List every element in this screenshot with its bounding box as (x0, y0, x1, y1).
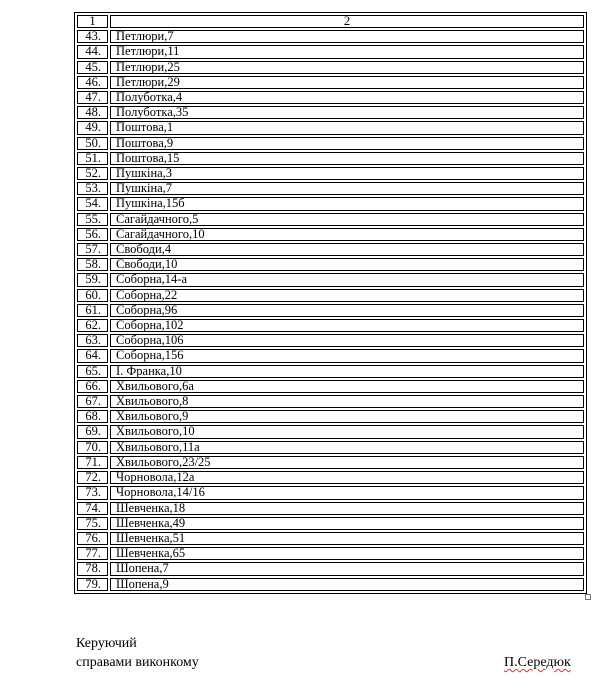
table-row (77, 349, 584, 362)
address-cell: Хвильового,10 (110, 425, 584, 438)
address-cell: Соборна,102 (110, 319, 584, 332)
table-row (77, 502, 584, 515)
address-cell: Петлюри,11 (110, 45, 584, 58)
address-cell: Шевченка,18 (110, 502, 584, 515)
table-row (77, 517, 584, 530)
table-row (77, 456, 584, 469)
signature-title-line2: справами виконкому (76, 655, 199, 670)
address-cell: Поштова,15 (110, 152, 584, 165)
row-number-cell: 57. (77, 243, 108, 256)
row-number-cell: 71. (77, 456, 108, 469)
row-number-cell: 78. (77, 562, 108, 575)
row-number-cell: 54. (77, 197, 108, 210)
row-number-cell: 44. (77, 45, 108, 58)
address-cell: Хвильового,9 (110, 410, 584, 423)
address-cell: Чорновола,12а (110, 471, 584, 484)
address-cell: Шевченка,65 (110, 547, 584, 560)
table-header-row (77, 15, 584, 28)
table-row (77, 304, 584, 317)
row-number-cell: 50. (77, 137, 108, 150)
row-number-cell: 69. (77, 425, 108, 438)
address-cell: Сагайдачного,5 (110, 213, 584, 226)
row-number-cell: 63. (77, 334, 108, 347)
row-number-cell: 68. (77, 410, 108, 423)
table-row (77, 45, 584, 58)
address-cell: Пушкіна,3 (110, 167, 584, 180)
address-cell: Полуботка,35 (110, 106, 584, 119)
table-row (77, 61, 584, 74)
address-cell: Петлюри,25 (110, 61, 584, 74)
table-row (77, 289, 584, 302)
row-number-cell: 72. (77, 471, 108, 484)
row-number-cell: 59. (77, 273, 108, 286)
address-cell: Шопена,7 (110, 562, 584, 575)
table-row (77, 562, 584, 575)
address-table (74, 12, 587, 594)
table-row (77, 319, 584, 332)
table-row (77, 91, 584, 104)
row-number-cell: 66. (77, 380, 108, 393)
row-number-cell: 67. (77, 395, 108, 408)
table-row (77, 486, 584, 499)
table-row (77, 425, 584, 438)
row-number-cell: 79. (77, 578, 108, 591)
row-number-cell: 48. (77, 106, 108, 119)
address-cell: Чорновола,14/16 (110, 486, 584, 499)
address-cell: Хвильового,11а (110, 441, 584, 454)
row-number-cell: 51. (77, 152, 108, 165)
row-number-cell: 75. (77, 517, 108, 530)
header-cell-number: 1 (77, 15, 108, 28)
table-row (77, 380, 584, 393)
row-number-cell: 49. (77, 121, 108, 134)
table-row (77, 410, 584, 423)
table-row (77, 106, 584, 119)
address-cell: Поштова,9 (110, 137, 584, 150)
row-number-cell: 47. (77, 91, 108, 104)
table-row (77, 76, 584, 89)
table-row (77, 228, 584, 241)
address-cell: Петлюри,7 (110, 30, 584, 43)
signature-name-text: П.Середюк (504, 655, 571, 670)
address-cell: Соборна,96 (110, 304, 584, 317)
table-row (77, 30, 584, 43)
table-row (77, 213, 584, 226)
table-row (77, 152, 584, 165)
row-number-cell: 60. (77, 289, 108, 302)
row-number-cell: 61. (77, 304, 108, 317)
table-row (77, 471, 584, 484)
table-row (77, 121, 584, 134)
address-cell: Хвильового,23/25 (110, 456, 584, 469)
signature-title-line1: Керуючий (76, 636, 137, 651)
address-cell: Хвильового,6а (110, 380, 584, 393)
table-row (77, 441, 584, 454)
row-number-cell: 77. (77, 547, 108, 560)
address-cell: Пушкіна,15б (110, 197, 584, 210)
address-cell: Шопена,9 (110, 578, 584, 591)
row-number-cell: 65. (77, 365, 108, 378)
row-number-cell: 62. (77, 319, 108, 332)
table-row (77, 258, 584, 271)
address-cell: Соборна,156 (110, 349, 584, 362)
address-cell: Свободи,4 (110, 243, 584, 256)
address-cell: Соборна,106 (110, 334, 584, 347)
row-number-cell: 73. (77, 486, 108, 499)
address-cell: Полуботка,4 (110, 91, 584, 104)
address-cell: Сагайдачного,10 (110, 228, 584, 241)
row-number-cell: 55. (77, 213, 108, 226)
table-row (77, 137, 584, 150)
row-number-cell: 43. (77, 30, 108, 43)
address-cell: Поштова,1 (110, 121, 584, 134)
signature-name (504, 653, 571, 672)
address-cell: Свободи,10 (110, 258, 584, 271)
row-number-cell: 46. (77, 76, 108, 89)
table-row (77, 243, 584, 256)
table-row (77, 578, 584, 591)
address-cell: Шевченка,49 (110, 517, 584, 530)
address-cell: Соборна,22 (110, 289, 584, 302)
row-number-cell: 53. (77, 182, 108, 195)
row-number-cell: 70. (77, 441, 108, 454)
row-number-cell: 74. (77, 502, 108, 515)
header-cell-address: 2 (110, 15, 584, 28)
address-cell: Хвильового,8 (110, 395, 584, 408)
address-cell: Соборна,14-а (110, 273, 584, 286)
table-row (77, 395, 584, 408)
signature-title (76, 634, 199, 672)
table-row (77, 273, 584, 286)
row-number-cell: 56. (77, 228, 108, 241)
table-row (77, 167, 584, 180)
table-row (77, 365, 584, 378)
table-row (77, 547, 584, 560)
table-row (77, 182, 584, 195)
table-row (77, 334, 584, 347)
row-number-cell: 45. (77, 61, 108, 74)
row-number-cell: 76. (77, 532, 108, 545)
address-cell: Петлюри,29 (110, 76, 584, 89)
table-row (77, 197, 584, 210)
row-number-cell: 58. (77, 258, 108, 271)
address-cell: Пушкіна,7 (110, 182, 584, 195)
row-number-cell: 64. (77, 349, 108, 362)
row-number-cell: 52. (77, 167, 108, 180)
table-resize-handle[interactable] (585, 594, 591, 600)
address-cell: Шевченка,51 (110, 532, 584, 545)
address-cell: І. Франка,10 (110, 365, 584, 378)
table-row (77, 532, 584, 545)
